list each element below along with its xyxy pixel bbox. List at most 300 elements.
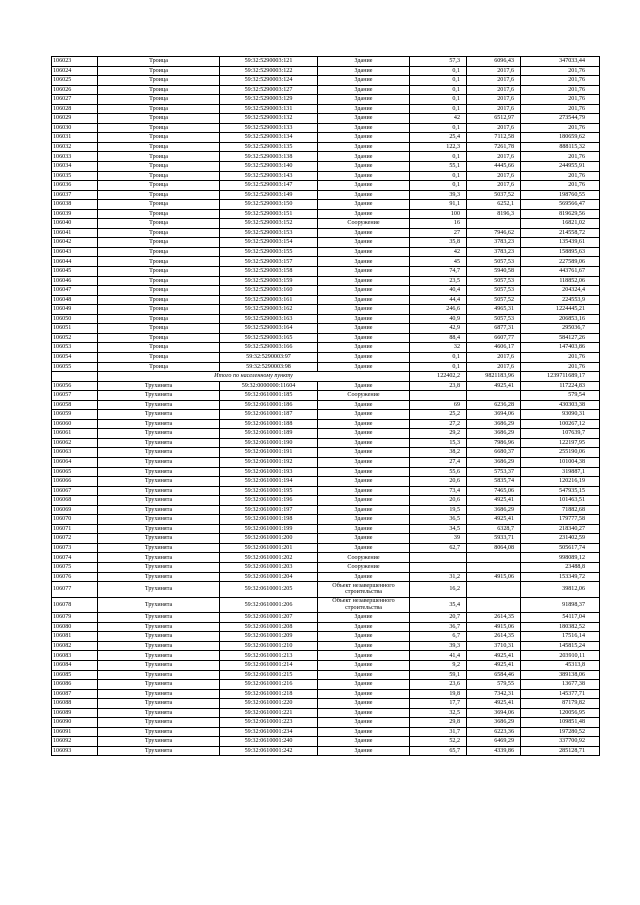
cell-area: 40,4 — [410, 286, 467, 296]
cell-object-type: Здание — [318, 429, 410, 439]
cell-cadastral-number: 59:32:5290003:124 — [220, 76, 318, 86]
cell-cost-per-unit: 4915,06 — [467, 622, 521, 632]
cell-cadastral-value: 505617,74 — [521, 543, 600, 553]
cell-cost-per-unit: 4339,86 — [467, 746, 521, 756]
cell-cadastral-value: 109851,48 — [521, 718, 600, 728]
cell-area: 73,4 — [410, 486, 467, 496]
cell-cadastral-value: 1239711689,17 — [521, 372, 600, 382]
cell-locality: Троица — [98, 190, 220, 200]
cell-area: 36,7 — [410, 622, 467, 632]
cell-area: 65,7 — [410, 746, 467, 756]
cell-object-type: Здание — [318, 152, 410, 162]
cell-cost-per-unit: 6236,28 — [467, 400, 521, 410]
cell-area: 39 — [410, 534, 467, 544]
cell-row-number: 106062 — [52, 438, 98, 448]
cell-cost-per-unit: 5057,52 — [467, 295, 521, 305]
cell-cadastral-number: 59:32:0610001:220 — [220, 699, 318, 709]
cell-area: 29,8 — [410, 718, 467, 728]
cell-cadastral-number: 59:32:5290003:127 — [220, 85, 318, 95]
cell-cadastral-number: 59:32:5290003:163 — [220, 314, 318, 324]
cell-cost-per-unit: 5940,58 — [467, 267, 521, 277]
cell-cadastral-number: 59:32:0610001:204 — [220, 572, 318, 582]
cell-cost-per-unit: 5037,52 — [467, 190, 521, 200]
cell-locality: Троица — [98, 133, 220, 143]
cell-row-number: 106060 — [52, 419, 98, 429]
cell-cost-per-unit: 2017,6 — [467, 123, 521, 133]
property-table — [51, 56, 600, 756]
table-row — [52, 314, 600, 324]
table-row — [52, 651, 600, 661]
cell-cost-per-unit: 4606,17 — [467, 343, 521, 353]
cell-cadastral-value: 319887,1 — [521, 467, 600, 477]
cell-locality: Трухинята — [98, 410, 220, 420]
cell-locality: Троица — [98, 152, 220, 162]
cell-cadastral-number: 59:32:0610001:198 — [220, 515, 318, 525]
cell-cadastral-value: 117224,83 — [521, 381, 600, 391]
cell-locality: Трухинята — [98, 622, 220, 632]
cell-cadastral-number: 59:32:5290003:135 — [220, 142, 318, 152]
cell-object-type: Здание — [318, 343, 410, 353]
cell-cost-per-unit — [467, 562, 521, 572]
cell-cost-per-unit: 4925,41 — [467, 515, 521, 525]
cell-object-type: Здание — [318, 572, 410, 582]
table-row — [52, 104, 600, 114]
cell-cost-per-unit: 5933,71 — [467, 534, 521, 544]
cell-cost-per-unit: 5835,74 — [467, 477, 521, 487]
cell-cadastral-number: 59:32:0610001:240 — [220, 737, 318, 747]
cell-locality: Троица — [98, 85, 220, 95]
cell-cadastral-value: 231402,59 — [521, 534, 600, 544]
cell-object-type: Сооружение — [318, 391, 410, 401]
cell-cadastral-number: 59:32:0610001:188 — [220, 419, 318, 429]
table-row — [52, 572, 600, 582]
cell-object-type: Здание — [318, 419, 410, 429]
cell-cadastral-number: 59:32:0000000:11604 — [220, 381, 318, 391]
cell-locality: Трухинята — [98, 689, 220, 699]
cell-object-type: Здание — [318, 486, 410, 496]
cell-locality: Троица — [98, 76, 220, 86]
cell-area: 20,6 — [410, 477, 467, 487]
table-row — [52, 238, 600, 248]
cell-cost-per-unit — [467, 597, 521, 613]
cell-cost-per-unit: 3710,31 — [467, 641, 521, 651]
cell-locality: Троица — [98, 333, 220, 343]
cell-object-type: Здание — [318, 632, 410, 642]
cell-cadastral-value: 23488,8 — [521, 562, 600, 572]
cell-object-type: Здание — [318, 670, 410, 680]
cell-cadastral-value: 54117,04 — [521, 613, 600, 623]
cell-cadastral-number: 59:32:5290003:122 — [220, 66, 318, 76]
cell-cost-per-unit: 6607,77 — [467, 333, 521, 343]
table-row — [52, 57, 600, 67]
cell-object-type: Сооружение — [318, 562, 410, 572]
cell-cadastral-number: 59:32:5290003:98 — [220, 362, 318, 372]
cell-row-number: 106058 — [52, 400, 98, 410]
cell-locality: Трухинята — [98, 543, 220, 553]
cell-area: 55,1 — [410, 162, 467, 172]
cell-locality: Трухинята — [98, 651, 220, 661]
cell-cadastral-value: 1224445,21 — [521, 305, 600, 315]
cell-cost-per-unit: 6328,7 — [467, 524, 521, 534]
table-row — [52, 708, 600, 718]
cell-area: 44,4 — [410, 295, 467, 305]
table-row — [52, 746, 600, 756]
cell-row-number: 106051 — [52, 324, 98, 334]
cell-area: 42 — [410, 114, 467, 124]
cell-area: 122,3 — [410, 142, 467, 152]
table-row — [52, 597, 600, 613]
cell-row-number: 106053 — [52, 343, 98, 353]
cell-row-number: 106071 — [52, 524, 98, 534]
cell-object-type: Здание — [318, 85, 410, 95]
cell-cadastral-value: 198760,55 — [521, 190, 600, 200]
cell-cadastral-value: 100267,12 — [521, 419, 600, 429]
cell-row-number: 106083 — [52, 651, 98, 661]
cell-locality: Троица — [98, 200, 220, 210]
cell-locality: Троица — [98, 123, 220, 133]
cell-cadastral-value: 118852,06 — [521, 276, 600, 286]
cell-cadastral-value: 888115,32 — [521, 142, 600, 152]
cell-area: 27,2 — [410, 419, 467, 429]
table-row — [52, 181, 600, 191]
cell-row-number: 106036 — [52, 181, 98, 191]
cell-cadastral-value: 45313,8 — [521, 661, 600, 671]
cell-cadastral-value: 201,76 — [521, 104, 600, 114]
cell-area: 31,7 — [410, 727, 467, 737]
table-row — [52, 286, 600, 296]
cell-cadastral-value: 145377,71 — [521, 689, 600, 699]
cell-row-number: 106049 — [52, 305, 98, 315]
cell-object-type: Здание — [318, 661, 410, 671]
cell-cost-per-unit: 3686,29 — [467, 718, 521, 728]
cell-cadastral-number: 59:32:0610001:194 — [220, 477, 318, 487]
cell-locality: Трухинята — [98, 582, 220, 598]
cell-object-type: Здание — [318, 257, 410, 267]
cell-cadastral-number: 59:32:5290003:153 — [220, 228, 318, 238]
cell-cost-per-unit: 9821183,96 — [467, 372, 521, 382]
cell-cadastral-value: 347033,44 — [521, 57, 600, 67]
cell-cadastral-value: 91898,37 — [521, 597, 600, 613]
cell-cadastral-number: 59:32:0610001:210 — [220, 641, 318, 651]
cell-area: 19,5 — [410, 505, 467, 515]
cell-object-type: Здание — [318, 515, 410, 525]
cell-object-type: Сооружение — [318, 553, 410, 563]
cell-locality: Трухинята — [98, 727, 220, 737]
cell-locality: Трухинята — [98, 429, 220, 439]
cell-cadastral-number: 59:32:0610001:214 — [220, 661, 318, 671]
cell-area: 19,8 — [410, 689, 467, 699]
cell-row-number: 106026 — [52, 85, 98, 95]
cell-row-number: 106041 — [52, 228, 98, 238]
table-row — [52, 114, 600, 124]
cell-cadastral-number: 59:32:5290003:129 — [220, 95, 318, 105]
cell-row-number: 106025 — [52, 76, 98, 86]
cell-cost-per-unit: 7261,78 — [467, 142, 521, 152]
cell-row-number: 106059 — [52, 410, 98, 420]
cell-locality: Троица — [98, 257, 220, 267]
cell-cadastral-value: 122197,95 — [521, 438, 600, 448]
cell-object-type: Здание — [318, 200, 410, 210]
cell-object-type: Здание — [318, 209, 410, 219]
cell-cadastral-number: 59:32:0610001:189 — [220, 429, 318, 439]
cell-cadastral-number: 59:32:0610001:185 — [220, 391, 318, 401]
cell-locality: Трухинята — [98, 708, 220, 718]
cell-row-number: 106061 — [52, 429, 98, 439]
cell-area: 69 — [410, 400, 467, 410]
cell-area: 59,1 — [410, 670, 467, 680]
cell-cost-per-unit: 2017,6 — [467, 152, 521, 162]
cell-row-number: 106093 — [52, 746, 98, 756]
cell-row-number: 106068 — [52, 496, 98, 506]
cell-locality: Трухинята — [98, 400, 220, 410]
table-row — [52, 391, 600, 401]
table-row — [52, 152, 600, 162]
table-row — [52, 305, 600, 315]
cell-area: 0,1 — [410, 181, 467, 191]
cell-cadastral-number: 59:32:5290003:151 — [220, 209, 318, 219]
cell-cadastral-value: 214558,72 — [521, 228, 600, 238]
cell-cadastral-number: 59:32:0610001:209 — [220, 632, 318, 642]
cell-object-type: Здание — [318, 324, 410, 334]
cell-cadastral-value: 87179,82 — [521, 699, 600, 709]
cell-cadastral-value: 224553,9 — [521, 295, 600, 305]
cell-cost-per-unit: 6512,97 — [467, 114, 521, 124]
cell-locality: Троица — [98, 219, 220, 229]
cell-cadastral-number: 59:32:0610001:221 — [220, 708, 318, 718]
cell-cost-per-unit: 4925,41 — [467, 661, 521, 671]
table-row — [52, 505, 600, 515]
cell-locality: Троица — [98, 295, 220, 305]
cell-locality: Трухинята — [98, 438, 220, 448]
cell-area: 42,9 — [410, 324, 467, 334]
cell-cadastral-value: 201,76 — [521, 152, 600, 162]
cell-locality: Трухинята — [98, 661, 220, 671]
cell-cost-per-unit: 6096,43 — [467, 57, 521, 67]
cell-cost-per-unit: 4925,41 — [467, 651, 521, 661]
cell-locality: Трухинята — [98, 419, 220, 429]
cell-row-number: 106085 — [52, 670, 98, 680]
table-row — [52, 95, 600, 105]
cell-cost-per-unit: 6584,46 — [467, 670, 521, 680]
cell-cost-per-unit: 3686,29 — [467, 419, 521, 429]
cell-cadastral-value: 180382,52 — [521, 622, 600, 632]
cell-cost-per-unit: 579,55 — [467, 680, 521, 690]
table-row — [52, 524, 600, 534]
cell-row-number: 106023 — [52, 57, 98, 67]
cell-row-number: 106056 — [52, 381, 98, 391]
cell-locality: Трухинята — [98, 572, 220, 582]
cell-cadastral-value: 218340,27 — [521, 524, 600, 534]
cell-cadastral-value: 201,76 — [521, 76, 600, 86]
cell-row-number: 106040 — [52, 219, 98, 229]
cell-row-number: 106029 — [52, 114, 98, 124]
cell-cadastral-number: 59:32:0610001:202 — [220, 553, 318, 563]
cell-cadastral-value: 285128,71 — [521, 746, 600, 756]
cell-area: 31,2 — [410, 572, 467, 582]
table-row — [52, 515, 600, 525]
cell-cost-per-unit: 4925,41 — [467, 496, 521, 506]
cell-object-type: Здание — [318, 267, 410, 277]
cell-row-number: 106070 — [52, 515, 98, 525]
cell-cadastral-value: 295036,7 — [521, 324, 600, 334]
cell-cost-per-unit: 4915,06 — [467, 572, 521, 582]
table-row — [52, 582, 600, 598]
table-row — [52, 76, 600, 86]
cell-cost-per-unit: 5057,53 — [467, 286, 521, 296]
cell-locality: Трухинята — [98, 467, 220, 477]
cell-locality: Трухинята — [98, 391, 220, 401]
cell-cadastral-value: 197280,52 — [521, 727, 600, 737]
cell-cost-per-unit: 7946,62 — [467, 228, 521, 238]
cell-locality: Трухинята — [98, 737, 220, 747]
cell-cadastral-value: 201,76 — [521, 66, 600, 76]
table-row — [52, 133, 600, 143]
cell-cadastral-value: 16821,02 — [521, 219, 600, 229]
cell-cadastral-number: 59:32:5290003:162 — [220, 305, 318, 315]
cell-locality: Трухинята — [98, 613, 220, 623]
table-row — [52, 190, 600, 200]
cell-area: 40,9 — [410, 314, 467, 324]
cell-cadastral-value: 206853,16 — [521, 314, 600, 324]
cell-object-type: Здание — [318, 543, 410, 553]
cell-object-type: Здание — [318, 57, 410, 67]
cell-row-number: 106063 — [52, 448, 98, 458]
cell-cadastral-value: 201,76 — [521, 181, 600, 191]
table-row — [52, 171, 600, 181]
cell-locality: Трухинята — [98, 524, 220, 534]
cell-cadastral-number: 59:32:0610001:192 — [220, 457, 318, 467]
cell-row-number: 106074 — [52, 553, 98, 563]
cell-cadastral-value: 204324,4 — [521, 286, 600, 296]
cell-cadastral-number: 59:32:0610001:197 — [220, 505, 318, 515]
cell-area — [410, 391, 467, 401]
cell-cadastral-number: 59:32:5290003:159 — [220, 276, 318, 286]
cell-cadastral-value: 244955,91 — [521, 162, 600, 172]
cell-locality: Троица — [98, 343, 220, 353]
cell-row-number: 106037 — [52, 190, 98, 200]
cell-locality: Трухинята — [98, 515, 220, 525]
cell-area: 91,1 — [410, 200, 467, 210]
cell-locality: Троица — [98, 171, 220, 181]
cell-area: 41,4 — [410, 651, 467, 661]
cell-row-number: 106045 — [52, 267, 98, 277]
cell-area: 0,1 — [410, 104, 467, 114]
cell-area: 0,1 — [410, 95, 467, 105]
cell-cost-per-unit: 4445,66 — [467, 162, 521, 172]
cell-cadastral-number: 59:32:0610001:203 — [220, 562, 318, 572]
cell-area: 27,4 — [410, 457, 467, 467]
table-row — [52, 228, 600, 238]
cell-object-type: Здание — [318, 737, 410, 747]
cell-area: 0,1 — [410, 66, 467, 76]
cell-object-type: Здание — [318, 133, 410, 143]
cell-area: 34,5 — [410, 524, 467, 534]
cell-row-number: 106034 — [52, 162, 98, 172]
cell-area: 88,4 — [410, 333, 467, 343]
cell-area: 246,6 — [410, 305, 467, 315]
cell-cost-per-unit: 3686,29 — [467, 429, 521, 439]
table-row — [52, 438, 600, 448]
cell-cadastral-number: 59:32:0610001:208 — [220, 622, 318, 632]
cell-cost-per-unit — [467, 219, 521, 229]
cell-row-number: 106057 — [52, 391, 98, 401]
cell-cost-per-unit: 7342,31 — [467, 689, 521, 699]
cell-area: 36,5 — [410, 515, 467, 525]
cell-cadastral-number: 59:32:0610001:196 — [220, 496, 318, 506]
cell-cadastral-number: 59:32:5290003:131 — [220, 104, 318, 114]
cell-locality: Троица — [98, 228, 220, 238]
table-row — [52, 162, 600, 172]
cell-object-type: Здание — [318, 181, 410, 191]
cell-object-type: Здание — [318, 114, 410, 124]
cell-cost-per-unit: 6469,29 — [467, 737, 521, 747]
cell-area: 57,3 — [410, 57, 467, 67]
cell-cost-per-unit — [467, 582, 521, 598]
cell-cost-per-unit: 2017,6 — [467, 76, 521, 86]
cell-cost-per-unit: 2017,6 — [467, 362, 521, 372]
cell-row-number: 106080 — [52, 622, 98, 632]
table-row — [52, 257, 600, 267]
cell-object-type: Здание — [318, 410, 410, 420]
cell-cadastral-number: 59:32:5290003:152 — [220, 219, 318, 229]
cell-cadastral-value: 93090,31 — [521, 410, 600, 420]
cell-cadastral-number: 59:32:5290003:140 — [220, 162, 318, 172]
table-row — [52, 689, 600, 699]
table-row — [52, 295, 600, 305]
cell-cost-per-unit: 5057,53 — [467, 276, 521, 286]
cell-locality: Троица — [98, 324, 220, 334]
cell-cadastral-value: 147403,86 — [521, 343, 600, 353]
cell-cadastral-number: 59:32:0610001:215 — [220, 670, 318, 680]
table-row — [52, 343, 600, 353]
cell-cadastral-value: 547935,15 — [521, 486, 600, 496]
table-row — [52, 419, 600, 429]
cell-object-type: Здание — [318, 477, 410, 487]
table-row — [52, 737, 600, 747]
cell-object-type: Здание — [318, 400, 410, 410]
cell-row-number: 106048 — [52, 295, 98, 305]
cell-cost-per-unit — [467, 391, 521, 401]
table-row — [52, 219, 600, 229]
cell-cadastral-number: 59:32:5290003:143 — [220, 171, 318, 181]
table-row — [52, 718, 600, 728]
cell-cadastral-value: 71882,68 — [521, 505, 600, 515]
cell-area — [410, 562, 467, 572]
table-row — [52, 727, 600, 737]
cell-area: 0,1 — [410, 352, 467, 362]
cell-cost-per-unit: 5057,53 — [467, 257, 521, 267]
cell-cadastral-number: 59:32:5290003:166 — [220, 343, 318, 353]
cell-locality: Троица — [98, 305, 220, 315]
cell-cadastral-value: 201,76 — [521, 95, 600, 105]
cell-locality: Троица — [98, 66, 220, 76]
table-row — [52, 352, 600, 362]
cell-row-number: 106038 — [52, 200, 98, 210]
cell-area: 62,7 — [410, 543, 467, 553]
cell-area: 0,1 — [410, 362, 467, 372]
cell-cadastral-value: 273544,79 — [521, 114, 600, 124]
cell-locality: Троица — [98, 95, 220, 105]
cell-cadastral-number: 59:32:0610001:216 — [220, 680, 318, 690]
cell-area: 17,7 — [410, 699, 467, 709]
cell-row-number: 106035 — [52, 171, 98, 181]
cell-row-number: 106079 — [52, 613, 98, 623]
cell-row-number: 106091 — [52, 727, 98, 737]
cell-cadastral-value: 430303,38 — [521, 400, 600, 410]
cell-area — [410, 553, 467, 563]
table-row — [52, 372, 600, 382]
cell-area: 0,1 — [410, 85, 467, 95]
